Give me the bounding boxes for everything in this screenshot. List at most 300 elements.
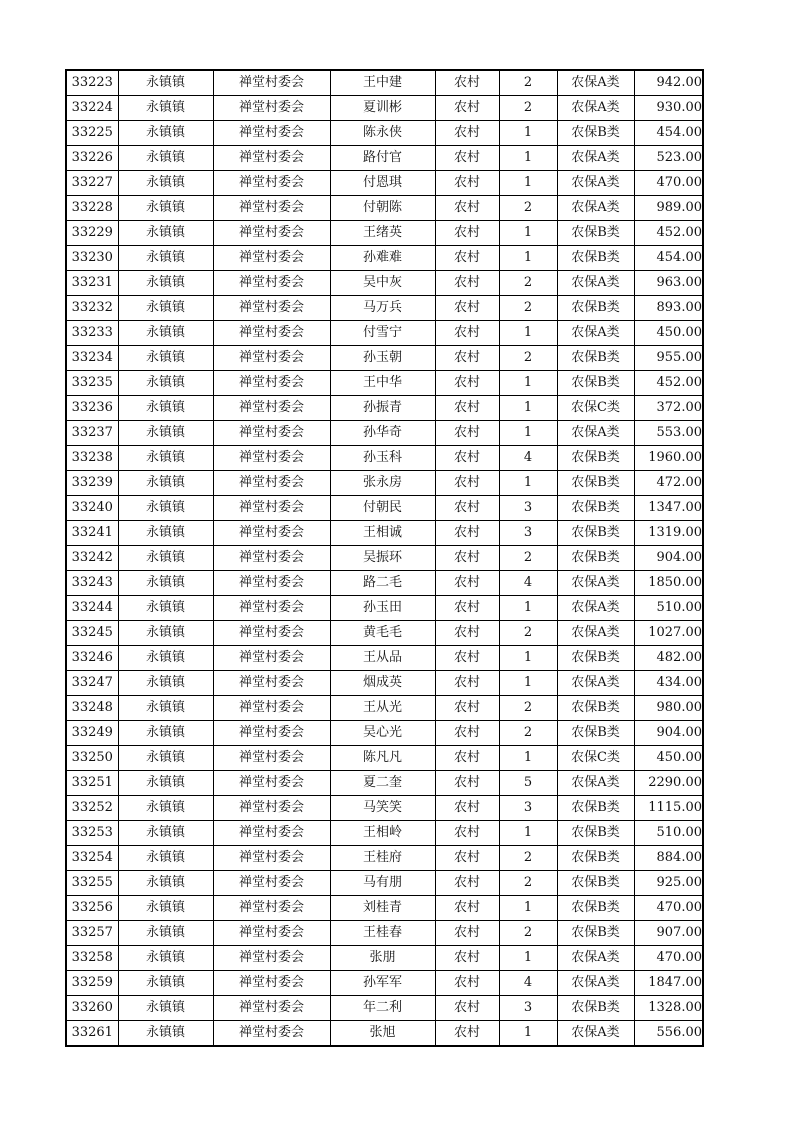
cell-village-committee: 禅堂村委会 (213, 646, 330, 671)
table-row (66, 271, 703, 296)
cell-residence-type: 农村 (435, 321, 499, 346)
cell-record-id: 33244 (66, 596, 118, 621)
cell-record-id: 33245 (66, 621, 118, 646)
cell-village-committee: 禅堂村委会 (213, 246, 330, 271)
cell-township: 永镇镇 (118, 446, 213, 471)
cell-residence-type: 农村 (435, 696, 499, 721)
cell-person-count: 2 (499, 296, 557, 321)
cell-amount: 904.00 (634, 546, 703, 571)
cell-person-count: 2 (499, 196, 557, 221)
cell-person-count: 1 (499, 746, 557, 771)
cell-record-id: 33223 (66, 70, 118, 96)
cell-township: 永镇镇 (118, 246, 213, 271)
cell-residence-type: 农村 (435, 196, 499, 221)
cell-township: 永镇镇 (118, 821, 213, 846)
cell-insurance-category: 农保B类 (557, 871, 634, 896)
cell-village-committee: 禅堂村委会 (213, 296, 330, 321)
cell-person-count: 2 (499, 721, 557, 746)
cell-amount: 1847.00 (634, 971, 703, 996)
cell-amount: 472.00 (634, 471, 703, 496)
cell-township: 永镇镇 (118, 396, 213, 421)
cell-person-name: 刘桂青 (330, 896, 435, 921)
cell-person-name: 吴心光 (330, 721, 435, 746)
cell-township: 永镇镇 (118, 346, 213, 371)
cell-person-count: 5 (499, 771, 557, 796)
cell-record-id: 33237 (66, 421, 118, 446)
cell-residence-type: 农村 (435, 646, 499, 671)
cell-amount: 1850.00 (634, 571, 703, 596)
cell-amount: 482.00 (634, 646, 703, 671)
table-row (66, 771, 703, 796)
cell-residence-type: 农村 (435, 396, 499, 421)
cell-person-name: 孙难难 (330, 246, 435, 271)
cell-person-count: 3 (499, 521, 557, 546)
cell-amount: 510.00 (634, 596, 703, 621)
cell-record-id: 33240 (66, 496, 118, 521)
cell-village-committee: 禅堂村委会 (213, 471, 330, 496)
cell-amount: 930.00 (634, 96, 703, 121)
cell-person-count: 1 (499, 146, 557, 171)
cell-township: 永镇镇 (118, 621, 213, 646)
cell-person-count: 2 (499, 621, 557, 646)
cell-person-name: 王中建 (330, 70, 435, 96)
cell-township: 永镇镇 (118, 596, 213, 621)
cell-amount: 1115.00 (634, 796, 703, 821)
cell-township: 永镇镇 (118, 921, 213, 946)
cell-insurance-category: 农保A类 (557, 971, 634, 996)
cell-township: 永镇镇 (118, 846, 213, 871)
cell-village-committee: 禅堂村委会 (213, 621, 330, 646)
cell-insurance-category: 农保A类 (557, 146, 634, 171)
cell-village-committee: 禅堂村委会 (213, 121, 330, 146)
cell-record-id: 33231 (66, 271, 118, 296)
cell-township: 永镇镇 (118, 571, 213, 596)
table-row (66, 821, 703, 846)
cell-record-id: 33247 (66, 671, 118, 696)
cell-residence-type: 农村 (435, 721, 499, 746)
cell-record-id: 33252 (66, 796, 118, 821)
cell-residence-type: 农村 (435, 671, 499, 696)
cell-residence-type: 农村 (435, 996, 499, 1021)
cell-village-committee: 禅堂村委会 (213, 971, 330, 996)
cell-insurance-category: 农保A类 (557, 70, 634, 96)
cell-amount: 523.00 (634, 146, 703, 171)
table-row (66, 846, 703, 871)
cell-person-name: 王相诚 (330, 521, 435, 546)
cell-amount: 925.00 (634, 871, 703, 896)
cell-person-name: 孙玉田 (330, 596, 435, 621)
cell-person-name: 陈永侠 (330, 121, 435, 146)
cell-person-count: 1 (499, 671, 557, 696)
cell-township: 永镇镇 (118, 996, 213, 1021)
cell-village-committee: 禅堂村委会 (213, 896, 330, 921)
cell-village-committee: 禅堂村委会 (213, 846, 330, 871)
cell-insurance-category: 农保B类 (557, 796, 634, 821)
cell-residence-type: 农村 (435, 446, 499, 471)
table-row (66, 796, 703, 821)
cell-person-count: 1 (499, 471, 557, 496)
cell-amount: 1347.00 (634, 496, 703, 521)
cell-township: 永镇镇 (118, 946, 213, 971)
cell-amount: 1960.00 (634, 446, 703, 471)
cell-record-id: 33241 (66, 521, 118, 546)
cell-person-name: 张旭 (330, 1021, 435, 1047)
cell-amount: 434.00 (634, 671, 703, 696)
cell-township: 永镇镇 (118, 496, 213, 521)
cell-person-count: 1 (499, 396, 557, 421)
cell-amount: 1319.00 (634, 521, 703, 546)
table-row (66, 471, 703, 496)
table-row (66, 721, 703, 746)
cell-township: 永镇镇 (118, 196, 213, 221)
table-row (66, 896, 703, 921)
cell-village-committee: 禅堂村委会 (213, 871, 330, 896)
table-row (66, 96, 703, 121)
cell-residence-type: 农村 (435, 921, 499, 946)
cell-insurance-category: 农保B类 (557, 646, 634, 671)
table-row (66, 371, 703, 396)
cell-amount: 450.00 (634, 746, 703, 771)
cell-township: 永镇镇 (118, 171, 213, 196)
cell-person-name: 路二毛 (330, 571, 435, 596)
cell-township: 永镇镇 (118, 671, 213, 696)
cell-village-committee: 禅堂村委会 (213, 671, 330, 696)
table-row (66, 671, 703, 696)
cell-person-count: 2 (499, 871, 557, 896)
table-row (66, 221, 703, 246)
cell-insurance-category: 农保B类 (557, 121, 634, 146)
cell-person-name: 烟成英 (330, 671, 435, 696)
cell-person-name: 陈凡凡 (330, 746, 435, 771)
cell-township: 永镇镇 (118, 421, 213, 446)
cell-person-count: 3 (499, 796, 557, 821)
cell-insurance-category: 农保B类 (557, 446, 634, 471)
table-row (66, 521, 703, 546)
cell-record-id: 33258 (66, 946, 118, 971)
cell-insurance-category: 农保B类 (557, 996, 634, 1021)
cell-residence-type: 农村 (435, 221, 499, 246)
cell-village-committee: 禅堂村委会 (213, 346, 330, 371)
cell-insurance-category: 农保A类 (557, 771, 634, 796)
table-row (66, 321, 703, 346)
table-row (66, 346, 703, 371)
cell-insurance-category: 农保B类 (557, 846, 634, 871)
cell-village-committee: 禅堂村委会 (213, 271, 330, 296)
cell-person-name: 马笑笑 (330, 796, 435, 821)
cell-amount: 470.00 (634, 896, 703, 921)
cell-person-name: 王从品 (330, 646, 435, 671)
cell-person-count: 1 (499, 646, 557, 671)
cell-person-count: 1 (499, 1021, 557, 1047)
table-row (66, 396, 703, 421)
cell-residence-type: 农村 (435, 596, 499, 621)
cell-person-name: 孙振青 (330, 396, 435, 421)
cell-record-id: 33251 (66, 771, 118, 796)
cell-township: 永镇镇 (118, 296, 213, 321)
cell-record-id: 33257 (66, 921, 118, 946)
table-row (66, 646, 703, 671)
cell-record-id: 33235 (66, 371, 118, 396)
cell-person-name: 马万兵 (330, 296, 435, 321)
cell-residence-type: 农村 (435, 70, 499, 96)
cell-person-name: 孙玉科 (330, 446, 435, 471)
cell-village-committee: 禅堂村委会 (213, 96, 330, 121)
cell-amount: 955.00 (634, 346, 703, 371)
cell-insurance-category: 农保A类 (557, 596, 634, 621)
cell-person-name: 张永房 (330, 471, 435, 496)
cell-village-committee: 禅堂村委会 (213, 921, 330, 946)
table-row (66, 121, 703, 146)
cell-record-id: 33253 (66, 821, 118, 846)
cell-insurance-category: 农保B类 (557, 471, 634, 496)
table-row (66, 596, 703, 621)
cell-village-committee: 禅堂村委会 (213, 371, 330, 396)
cell-village-committee: 禅堂村委会 (213, 571, 330, 596)
table-row (66, 696, 703, 721)
cell-person-count: 2 (499, 921, 557, 946)
cell-insurance-category: 农保B类 (557, 546, 634, 571)
cell-record-id: 33256 (66, 896, 118, 921)
cell-record-id: 33238 (66, 446, 118, 471)
cell-residence-type: 农村 (435, 96, 499, 121)
table-row (66, 621, 703, 646)
cell-village-committee: 禅堂村委会 (213, 221, 330, 246)
benefits-table (65, 69, 704, 1047)
table-row (66, 746, 703, 771)
cell-record-id: 33239 (66, 471, 118, 496)
cell-person-name: 张朋 (330, 946, 435, 971)
cell-record-id: 33242 (66, 546, 118, 571)
cell-person-name: 马有朋 (330, 871, 435, 896)
cell-village-committee: 禅堂村委会 (213, 70, 330, 96)
cell-person-count: 2 (499, 846, 557, 871)
cell-insurance-category: 农保A类 (557, 1021, 634, 1047)
cell-insurance-category: 农保A类 (557, 321, 634, 346)
cell-residence-type: 农村 (435, 146, 499, 171)
cell-person-count: 1 (499, 171, 557, 196)
cell-village-committee: 禅堂村委会 (213, 821, 330, 846)
cell-person-count: 4 (499, 446, 557, 471)
cell-insurance-category: 农保A类 (557, 96, 634, 121)
cell-amount: 2290.00 (634, 771, 703, 796)
cell-amount: 904.00 (634, 721, 703, 746)
cell-village-committee: 禅堂村委会 (213, 196, 330, 221)
table-row (66, 921, 703, 946)
cell-amount: 454.00 (634, 121, 703, 146)
cell-residence-type: 农村 (435, 296, 499, 321)
table-row (66, 196, 703, 221)
cell-record-id: 33243 (66, 571, 118, 596)
cell-township: 永镇镇 (118, 646, 213, 671)
cell-residence-type: 农村 (435, 746, 499, 771)
cell-person-count: 2 (499, 271, 557, 296)
cell-person-count: 1 (499, 321, 557, 346)
cell-insurance-category: 农保B类 (557, 246, 634, 271)
table-row (66, 496, 703, 521)
cell-person-count: 1 (499, 596, 557, 621)
table-row (66, 971, 703, 996)
cell-record-id: 33228 (66, 196, 118, 221)
cell-insurance-category: 农保A类 (557, 946, 634, 971)
cell-residence-type: 农村 (435, 346, 499, 371)
cell-insurance-category: 农保B类 (557, 496, 634, 521)
cell-amount: 1027.00 (634, 621, 703, 646)
cell-township: 永镇镇 (118, 70, 213, 96)
cell-township: 永镇镇 (118, 871, 213, 896)
cell-record-id: 33260 (66, 996, 118, 1021)
cell-person-name: 夏训彬 (330, 96, 435, 121)
cell-person-name: 夏二奎 (330, 771, 435, 796)
cell-township: 永镇镇 (118, 96, 213, 121)
cell-record-id: 33250 (66, 746, 118, 771)
cell-person-count: 1 (499, 371, 557, 396)
cell-person-name: 王桂春 (330, 921, 435, 946)
cell-insurance-category: 农保B类 (557, 296, 634, 321)
cell-amount: 980.00 (634, 696, 703, 721)
cell-insurance-category: 农保B类 (557, 921, 634, 946)
cell-amount: 893.00 (634, 296, 703, 321)
cell-insurance-category: 农保A类 (557, 421, 634, 446)
cell-amount: 907.00 (634, 921, 703, 946)
cell-record-id: 33226 (66, 146, 118, 171)
cell-residence-type: 农村 (435, 821, 499, 846)
cell-person-name: 吴振环 (330, 546, 435, 571)
cell-amount: 884.00 (634, 846, 703, 871)
cell-residence-type: 农村 (435, 846, 499, 871)
table-row (66, 546, 703, 571)
cell-person-count: 2 (499, 70, 557, 96)
cell-village-committee: 禅堂村委会 (213, 946, 330, 971)
cell-insurance-category: 农保C类 (557, 396, 634, 421)
cell-amount: 989.00 (634, 196, 703, 221)
cell-insurance-category: 农保B类 (557, 521, 634, 546)
cell-amount: 510.00 (634, 821, 703, 846)
cell-insurance-category: 农保B类 (557, 821, 634, 846)
cell-person-name: 年二利 (330, 996, 435, 1021)
cell-village-committee: 禅堂村委会 (213, 771, 330, 796)
cell-township: 永镇镇 (118, 321, 213, 346)
cell-insurance-category: 农保B类 (557, 371, 634, 396)
cell-township: 永镇镇 (118, 696, 213, 721)
cell-village-committee: 禅堂村委会 (213, 146, 330, 171)
cell-township: 永镇镇 (118, 796, 213, 821)
cell-record-id: 33227 (66, 171, 118, 196)
cell-village-committee: 禅堂村委会 (213, 796, 330, 821)
cell-insurance-category: 农保C类 (557, 746, 634, 771)
cell-residence-type: 农村 (435, 171, 499, 196)
cell-residence-type: 农村 (435, 496, 499, 521)
cell-insurance-category: 农保A类 (557, 271, 634, 296)
cell-insurance-category: 农保B类 (557, 896, 634, 921)
cell-person-name: 路付官 (330, 146, 435, 171)
cell-village-committee: 禅堂村委会 (213, 321, 330, 346)
cell-record-id: 33261 (66, 1021, 118, 1047)
cell-insurance-category: 农保A类 (557, 621, 634, 646)
cell-township: 永镇镇 (118, 746, 213, 771)
cell-residence-type: 农村 (435, 421, 499, 446)
cell-village-committee: 禅堂村委会 (213, 496, 330, 521)
cell-village-committee: 禅堂村委会 (213, 746, 330, 771)
cell-person-count: 1 (499, 946, 557, 971)
cell-amount: 450.00 (634, 321, 703, 346)
table-row (66, 296, 703, 321)
cell-amount: 454.00 (634, 246, 703, 271)
table-row (66, 446, 703, 471)
cell-person-name: 黄毛毛 (330, 621, 435, 646)
cell-residence-type: 农村 (435, 946, 499, 971)
cell-township: 永镇镇 (118, 771, 213, 796)
cell-residence-type: 农村 (435, 571, 499, 596)
cell-village-committee: 禅堂村委会 (213, 396, 330, 421)
cell-record-id: 33248 (66, 696, 118, 721)
cell-residence-type: 农村 (435, 371, 499, 396)
cell-residence-type: 农村 (435, 896, 499, 921)
table-row (66, 871, 703, 896)
cell-record-id: 33229 (66, 221, 118, 246)
cell-residence-type: 农村 (435, 546, 499, 571)
cell-residence-type: 农村 (435, 621, 499, 646)
cell-amount: 470.00 (634, 946, 703, 971)
cell-residence-type: 农村 (435, 121, 499, 146)
cell-amount: 470.00 (634, 171, 703, 196)
cell-village-committee: 禅堂村委会 (213, 721, 330, 746)
cell-person-name: 王桂府 (330, 846, 435, 871)
cell-township: 永镇镇 (118, 371, 213, 396)
cell-village-committee: 禅堂村委会 (213, 996, 330, 1021)
cell-record-id: 33234 (66, 346, 118, 371)
cell-person-count: 4 (499, 571, 557, 596)
cell-person-count: 2 (499, 696, 557, 721)
cell-insurance-category: 农保A类 (557, 171, 634, 196)
cell-amount: 372.00 (634, 396, 703, 421)
cell-record-id: 33232 (66, 296, 118, 321)
cell-record-id: 33230 (66, 246, 118, 271)
cell-township: 永镇镇 (118, 221, 213, 246)
cell-village-committee: 禅堂村委会 (213, 546, 330, 571)
cell-insurance-category: 农保B类 (557, 346, 634, 371)
cell-insurance-category: 农保A类 (557, 571, 634, 596)
cell-residence-type: 农村 (435, 246, 499, 271)
cell-village-committee: 禅堂村委会 (213, 696, 330, 721)
cell-record-id: 33224 (66, 96, 118, 121)
cell-residence-type: 农村 (435, 796, 499, 821)
cell-insurance-category: 农保B类 (557, 221, 634, 246)
cell-insurance-category: 农保B类 (557, 721, 634, 746)
table-row (66, 946, 703, 971)
cell-township: 永镇镇 (118, 721, 213, 746)
cell-township: 永镇镇 (118, 971, 213, 996)
cell-record-id: 33255 (66, 871, 118, 896)
cell-amount: 942.00 (634, 70, 703, 96)
cell-township: 永镇镇 (118, 1021, 213, 1047)
cell-record-id: 33259 (66, 971, 118, 996)
cell-residence-type: 农村 (435, 471, 499, 496)
cell-person-count: 3 (499, 996, 557, 1021)
cell-person-count: 1 (499, 246, 557, 271)
cell-person-name: 付恩琪 (330, 171, 435, 196)
cell-record-id: 33236 (66, 396, 118, 421)
cell-person-name: 王中华 (330, 371, 435, 396)
cell-amount: 556.00 (634, 1021, 703, 1047)
cell-person-name: 付雪宁 (330, 321, 435, 346)
cell-person-name: 王从光 (330, 696, 435, 721)
cell-person-count: 1 (499, 221, 557, 246)
cell-person-count: 1 (499, 421, 557, 446)
table-row (66, 996, 703, 1021)
cell-record-id: 33225 (66, 121, 118, 146)
cell-township: 永镇镇 (118, 146, 213, 171)
cell-record-id: 33249 (66, 721, 118, 746)
